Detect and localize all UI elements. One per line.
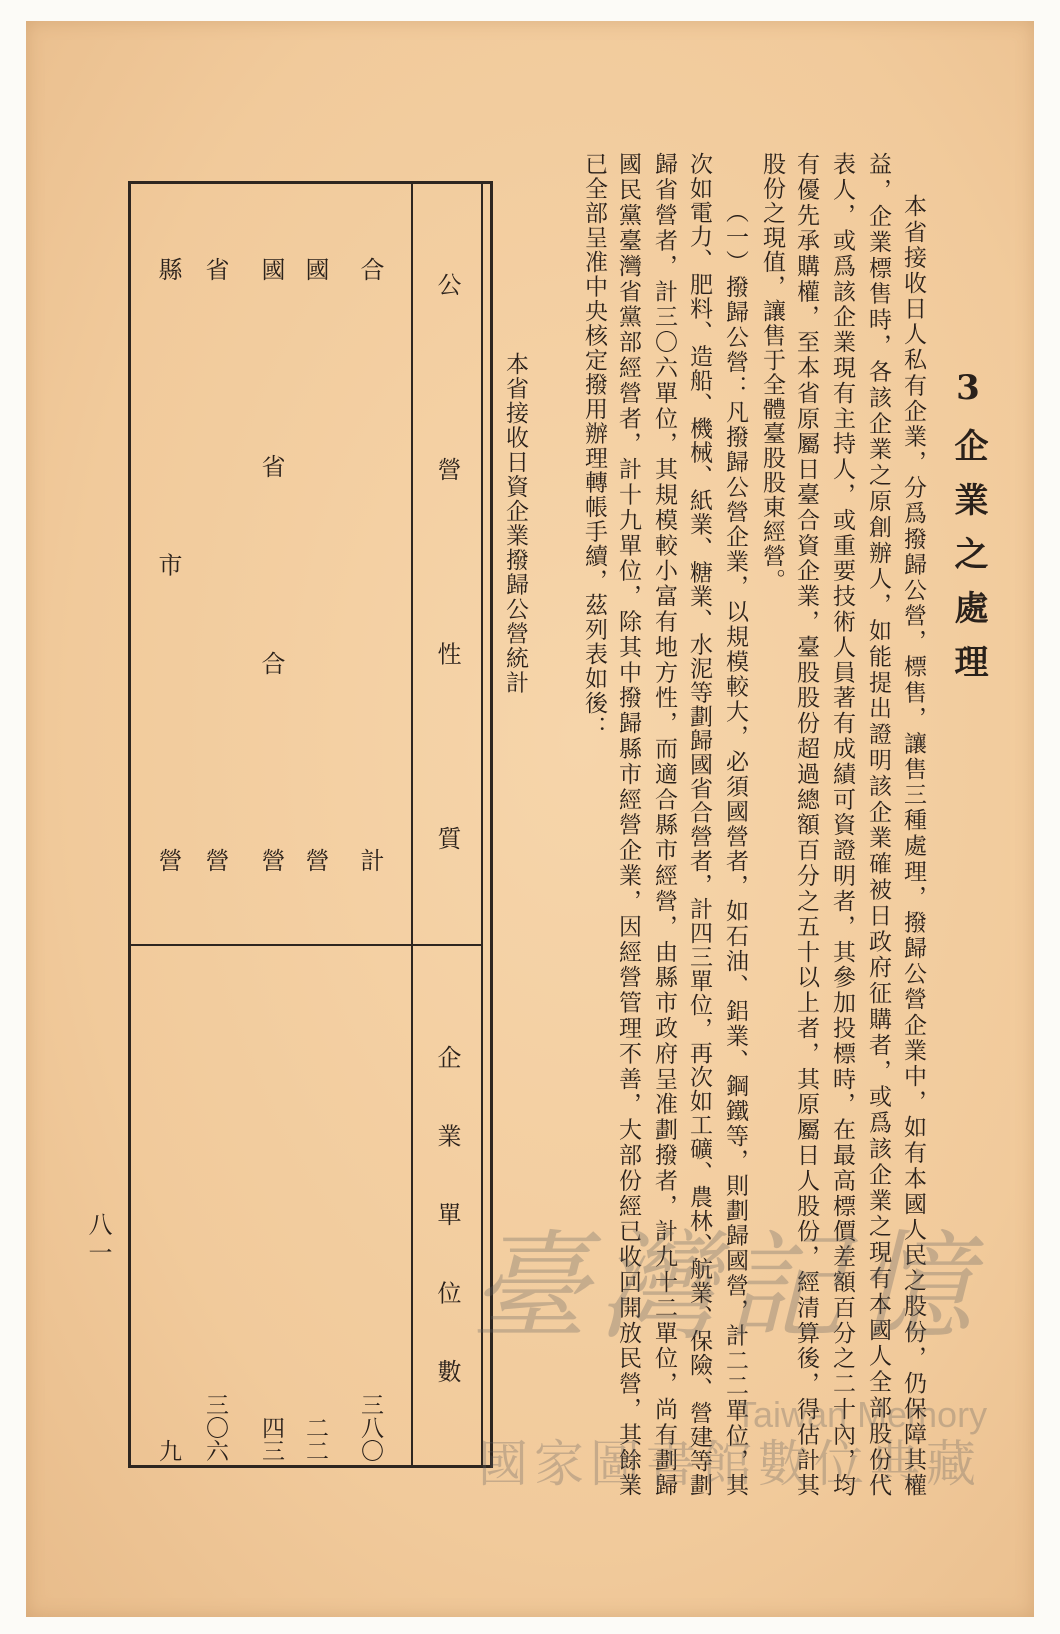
text-column-1: 本省接收日人私有企業，分爲撥歸公營，標售，讓售三種處理，撥歸公營企業中，如有本國人民之股份，仍保障其權: [900, 194, 926, 1496]
table-row-value: 三〇六: [202, 1393, 228, 1462]
text-column-10: 已全部呈准中央核定撥用辦理轉帳手續，茲列表如後：: [581, 152, 607, 740]
table-double-rule: [481, 184, 483, 1465]
table-row-label: 國營: [301, 257, 329, 872]
text-column-2: 益，企業標售時，各該企業之原創辦人，如能提出證明該企業確被日政府征購者，或爲該企業之現有本國人全部股份代: [865, 152, 891, 1496]
table-row-label: 省營: [201, 257, 229, 872]
text-column-9: 國民黨臺灣省黨部經營者，計十九單位，除其中撥歸縣市經營企業，因經營管理不善，大部份經已收回開放民營，其餘業: [615, 152, 641, 1496]
table-row-value: 四三: [258, 1416, 284, 1462]
text-column-8: 歸省營者，計三〇六單位，其規模較小富有地方性，而適合縣市經營，由縣市政府呈准劃撥者，計九十二單位，尚有劃歸: [651, 152, 677, 1496]
section-title: 3企業之處理: [948, 368, 988, 698]
text-column-4: 有優先承購權，至本省原屬日臺合資企業，臺股股份超過總額百分之五十以上者，其原屬日人股份，經清算後，得估計其: [793, 152, 819, 1496]
watermark-institution: 國家圖書館數位典藏: [478, 1435, 982, 1493]
watermark-calligraphy: 臺灣記憶: [470, 1218, 983, 1356]
text-column-5: 股份之現值，讓售于全體臺股股東經營。: [759, 152, 785, 593]
text-column-7: 次如電力、肥料、造船、機械、紙業、糖業、水泥等劃歸國省合營者，計四三單位，再次如工礦、農林、航業、保險、營建等劃: [686, 152, 712, 1496]
table-caption: 本省接收日資企業撥歸公營統計: [502, 352, 528, 695]
watermark-english: Taiwan Memory: [735, 1394, 988, 1435]
table-section-divider: [131, 944, 482, 946]
table-row-label: 合計: [356, 257, 384, 872]
table-row-value: 九: [155, 1439, 181, 1462]
table-row-label: 縣市營: [154, 257, 182, 872]
table-row-value: 二二: [302, 1416, 328, 1462]
text-column-3: 表人，或爲該企業現有主持人，或重要技術人員著有成績可資證明者，其參加投標時，在最高標價差額百分之二十內，均: [829, 152, 855, 1496]
table-header-count: 企業單位數: [433, 1045, 461, 1383]
table-row-label: 國省合營: [257, 257, 285, 872]
table-header-category: 公營性質: [433, 272, 461, 850]
table-row-value: 三八〇: [357, 1393, 383, 1462]
page-number: 八一: [84, 1212, 112, 1268]
table-header-divider: [411, 184, 413, 1465]
text-column-6: （一）撥歸公營：凡撥歸公營企業，以規模較大，必須國營者，如石油、鋁業、鋼鐵等，則劃歸國營，計二二單位，其: [722, 200, 748, 1496]
